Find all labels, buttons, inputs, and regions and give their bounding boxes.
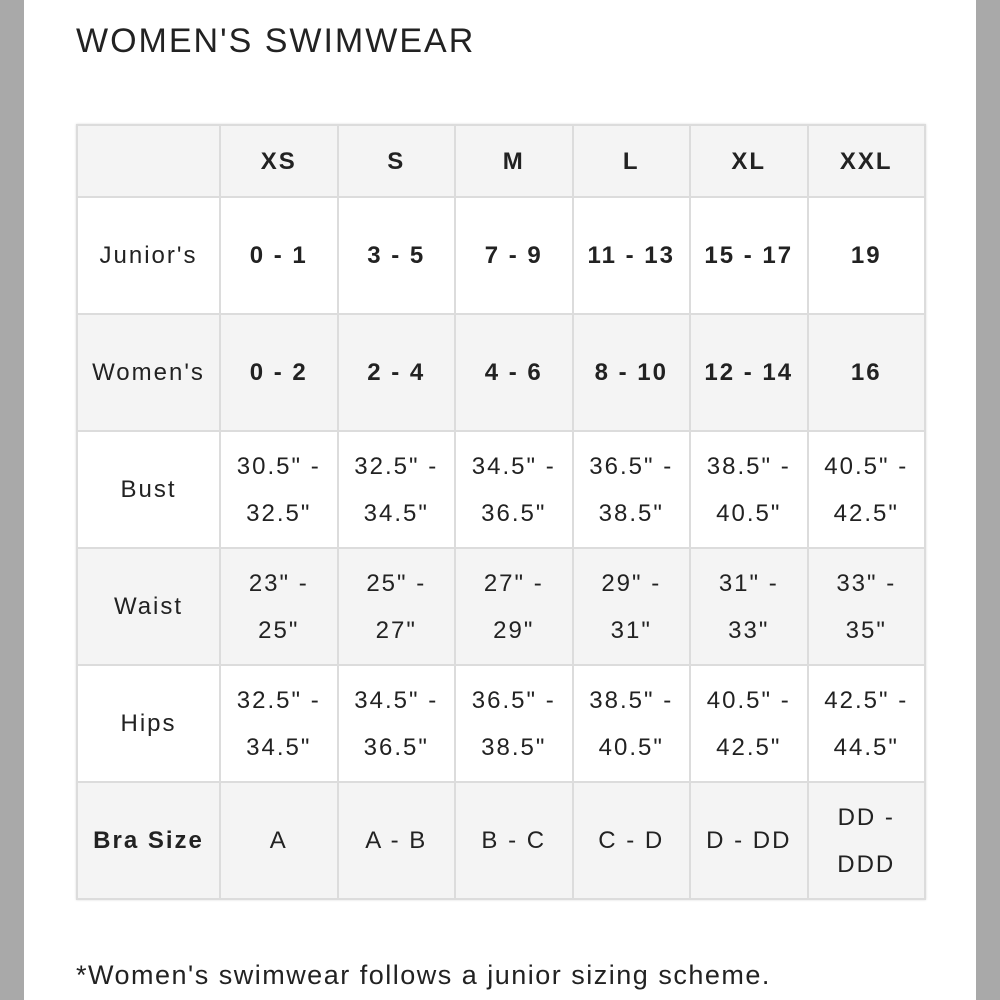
table-corner-cell [77,125,220,197]
row-label-waist: Waist [77,548,220,665]
size-header-l: L [573,125,691,197]
table-cell: 0 - 2 [220,314,338,431]
table-cell: DD - DDD [808,782,926,899]
page-title: WOMEN'S SWIMWEAR [76,22,476,60]
table-cell: 42.5" - 44.5" [808,665,926,782]
table-row-womens [77,314,925,431]
table-cell: D - DD [690,782,808,899]
table-cell: 16 [808,314,926,431]
size-header-xs: XS [220,125,338,197]
table-cell: 36.5" - 38.5" [573,431,691,548]
table-cell: 32.5" - 34.5" [220,665,338,782]
table-cell: 15 - 17 [690,197,808,314]
table-cell: 27" - 29" [455,548,573,665]
table-header-row [77,125,925,197]
table-cell: 11 - 13 [573,197,691,314]
table-row-bra-size [77,782,925,899]
table-row-waist [77,548,925,665]
table-cell: 30.5" - 32.5" [220,431,338,548]
table-cell: C - D [573,782,691,899]
size-header-xxl: XXL [808,125,926,197]
size-header-s: S [338,125,456,197]
table-cell: 12 - 14 [690,314,808,431]
table-cell: 19 [808,197,926,314]
table-cell: 25" - 27" [338,548,456,665]
table-cell: 34.5" - 36.5" [455,431,573,548]
table-cell: 3 - 5 [338,197,456,314]
table-cell: 34.5" - 36.5" [338,665,456,782]
sizing-footnote: *Women's swimwear follows a junior sizing scheme. [76,960,771,990]
row-label-bra-size: Bra Size [77,782,220,899]
table-cell: 29" - 31" [573,548,691,665]
row-label-bust: Bust [77,431,220,548]
table-cell: 4 - 6 [455,314,573,431]
row-label-hips: Hips [77,665,220,782]
table-cell: 36.5" - 38.5" [455,665,573,782]
table-cell: A [220,782,338,899]
table-cell: B - C [455,782,573,899]
table-cell: 40.5" - 42.5" [808,431,926,548]
table-cell: 31" - 33" [690,548,808,665]
table-cell: 23" - 25" [220,548,338,665]
table-cell: 7 - 9 [455,197,573,314]
table-cell: 0 - 1 [220,197,338,314]
size-header-xl: XL [690,125,808,197]
size-chart-page [24,0,976,1000]
table-cell: 33" - 35" [808,548,926,665]
table-cell: 38.5" - 40.5" [573,665,691,782]
table-row-hips [77,665,925,782]
table-cell: 2 - 4 [338,314,456,431]
row-label-juniors: Junior's [77,197,220,314]
table-cell: 8 - 10 [573,314,691,431]
table-cell: 40.5" - 42.5" [690,665,808,782]
table-row-juniors [77,197,925,314]
table-cell: 38.5" - 40.5" [690,431,808,548]
size-header-m: M [455,125,573,197]
row-label-womens: Women's [77,314,220,431]
table-cell: A - B [338,782,456,899]
table-cell: 32.5" - 34.5" [338,431,456,548]
table-row-bust [77,431,925,548]
size-chart-table [76,124,926,900]
